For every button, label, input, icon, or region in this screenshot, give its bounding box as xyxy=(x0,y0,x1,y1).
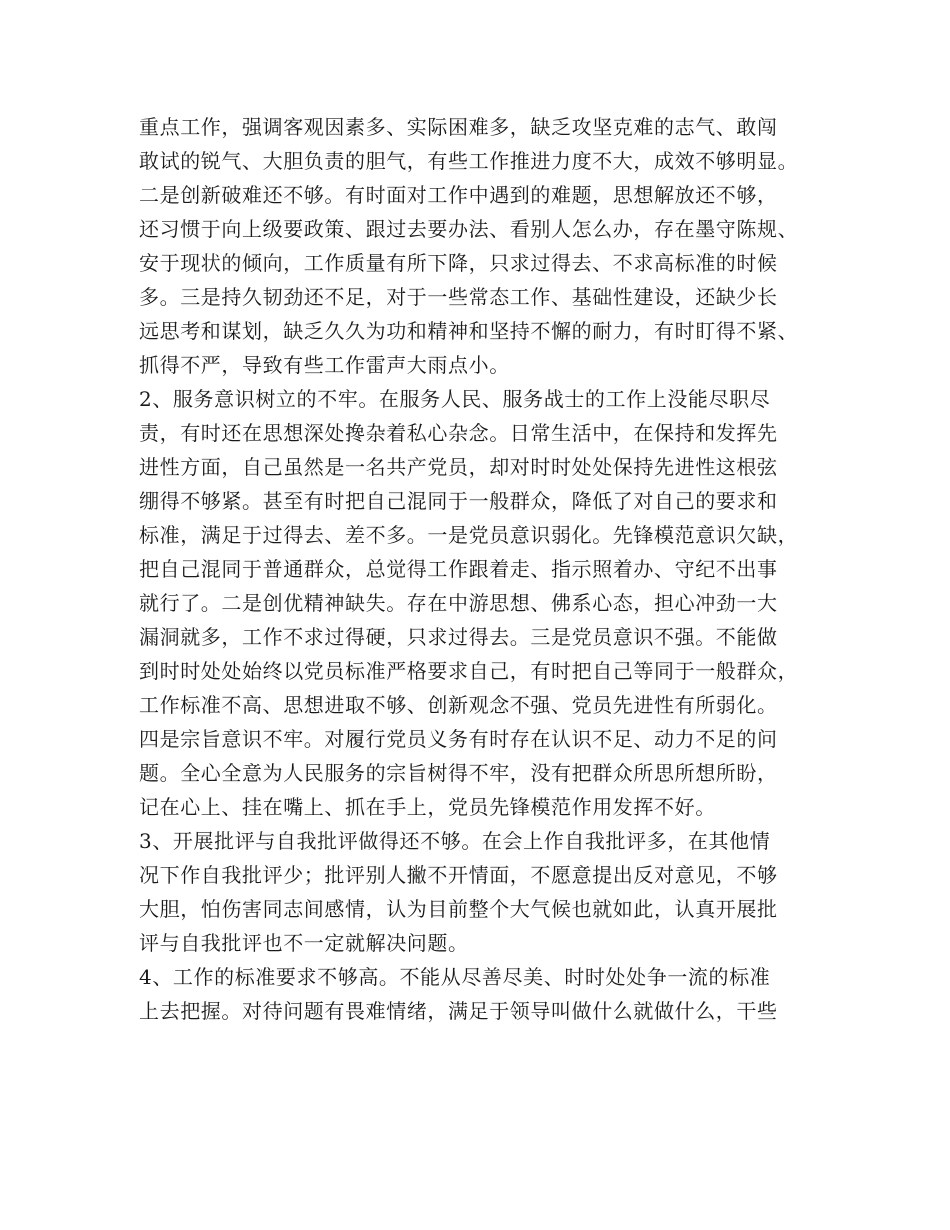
text-line: 敢试的锐气、大胆负责的胆气，有些工作推进力度不大，成效不够明显。 xyxy=(139,149,799,173)
text-line: 4、工作的标准要求不够高。不能从尽善尽美、时时处处争一流的标准 xyxy=(139,965,771,989)
text-line: 远思考和谋划，缺乏久久为功和精神和坚持不懈的耐力，有时盯得不紧、 xyxy=(139,319,799,343)
text-line: 进性方面，自己虽然是一名共产党员，却对时时处处保持先进性这根弦 xyxy=(139,455,778,479)
text-line: 工作标准不高、思想进取不够、创新观念不强、党员先进性有所弱化。 xyxy=(139,693,778,717)
text-line: 漏洞就多，工作不求过得硬，只求过得去。三是党员意识不强。不能做 xyxy=(139,625,778,649)
text-line: 还习惯于向上级要政策、跟过去要办法、看别人怎么办，存在墨守陈规、 xyxy=(139,217,799,241)
text-line: 2、服务意识树立的不牢。在服务人民、服务战士的工作上没能尽职尽 xyxy=(139,387,771,411)
text-line: 安于现状的倾向，工作质量有所下降，只求过得去、不求高标准的时候 xyxy=(139,251,778,275)
text-line: 况下作自我批评少；批评别人撇不开情面，不愿意提出反对意见，不够 xyxy=(139,863,778,887)
text-line: 记在心上、挂在嘴上、抓在手上，党员先锋模范作用发挥不好。 xyxy=(139,795,716,819)
text-line: 到时时处处始终以党员标准严格要求自己，有时把自己等同于一般群众， xyxy=(139,659,799,683)
text-line: 抓得不严，导致有些工作雷声大雨点小。 xyxy=(139,353,510,377)
text-line: 3、开展批评与自我批评做得还不够。在会上作自我批评多，在其他情 xyxy=(139,829,771,853)
text-line: 大胆，怕伤害同志间感情，认为目前整个大气候也就如此，认真开展批 xyxy=(139,897,778,921)
text-line: 责，有时还在思想深处搀杂着私心杂念。日常生活中，在保持和发挥先 xyxy=(139,421,778,445)
text-line: 重点工作，强调客观因素多、实际困难多，缺乏攻坚克难的志气、敢闯 xyxy=(139,115,778,139)
text-line: 题。全心全意为人民服务的宗旨树得不牢，没有把群众所思所想所盼， xyxy=(139,761,778,785)
text-line: 把自己混同于普通群众，总觉得工作跟着走、指示照着办、守纪不出事 xyxy=(139,557,778,581)
text-line: 评与自我批评也不一定就解决问题。 xyxy=(139,931,469,955)
text-line: 四是宗旨意识不牢。对履行党员义务有时存在认识不足、动力不足的问 xyxy=(139,727,778,751)
text-line: 上去把握。对待问题有畏难情绪，满足于领导叫做什么就做什么，干些 xyxy=(139,999,778,1023)
text-line: 二是创新破难还不够。有时面对工作中遇到的难题，思想解放还不够， xyxy=(139,183,778,207)
text-line: 标准，满足于过得去、差不多。一是党员意识弱化。先锋模范意识欠缺， xyxy=(139,523,799,547)
text-line: 绷得不够紧。甚至有时把自己混同于一般群众，降低了对自己的要求和 xyxy=(139,489,778,513)
text-line: 就行了。二是创优精神缺失。存在中游思想、佛系心态，担心冲劲一大 xyxy=(139,591,778,615)
text-line: 多。三是持久韧劲还不足，对于一些常态工作、基础性建设，还缺少长 xyxy=(139,285,778,309)
body-text xyxy=(139,110,829,1028)
